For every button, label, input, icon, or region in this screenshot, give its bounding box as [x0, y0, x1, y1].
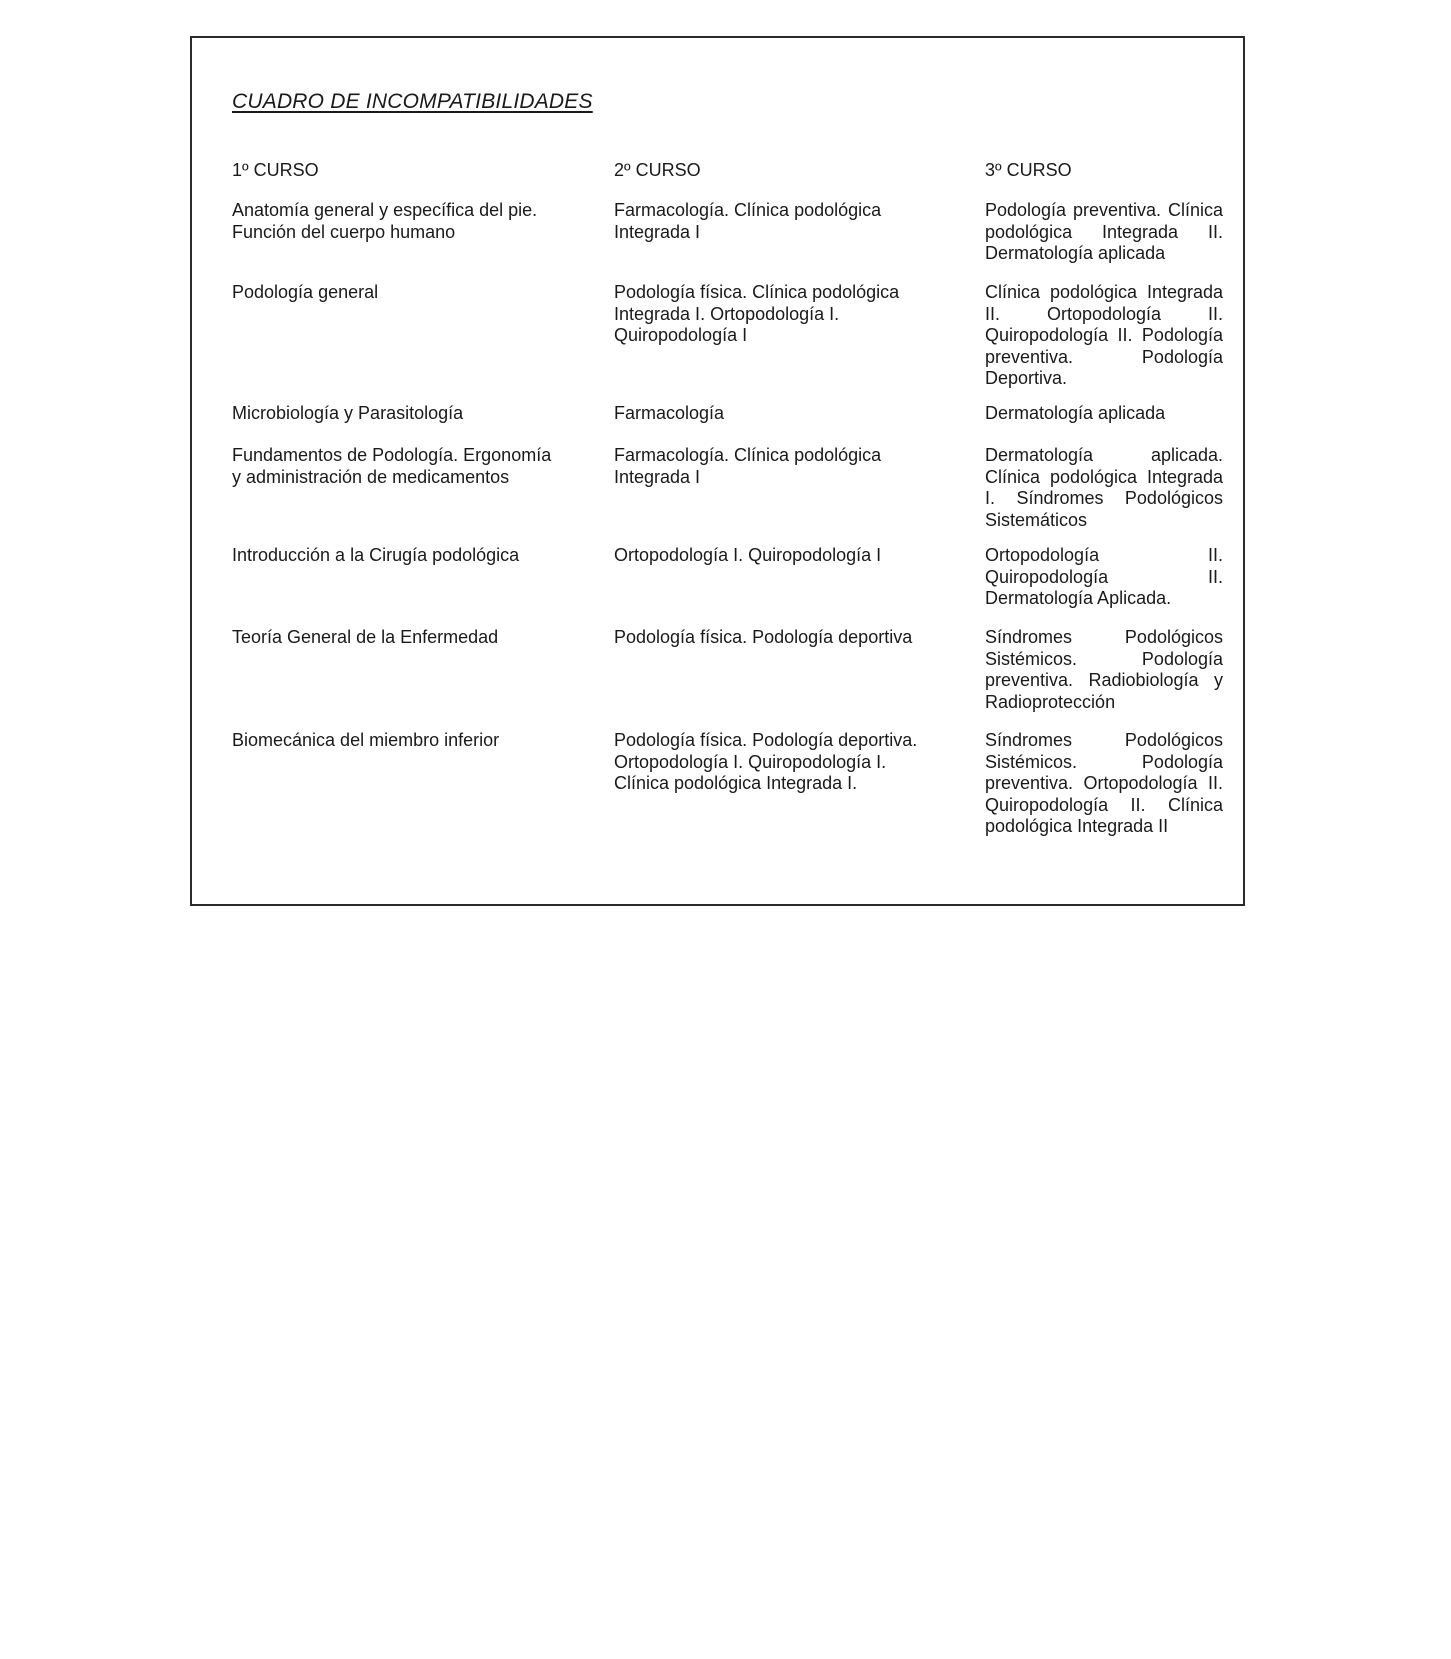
- incompatibility-cell: Clínica podológica Integrada II. Ortopodología II. Quiropodología II. Podología preventiva. Podología Deportiva.: [985, 282, 1223, 388]
- incompatibility-cell: Síndromes Podológicos Sistémicos. Podología preventiva. Radiobiología y Radioprotección: [985, 627, 1223, 712]
- incompatibility-cell: Podología física. Podología deportiva: [614, 627, 913, 647]
- incompatibility-cell: Dermatología aplicada. Clínica podológica Integrada I. Síndromes Podológicos Sistemáticos: [985, 445, 1223, 530]
- subject-cell: Biomecánica del miembro inferior: [232, 730, 500, 750]
- incompatibility-cell: Síndromes Podológicos Sistémicos. Podología preventiva. Ortopodología II. Quiropodología II. Clínica podológica Integrada II: [985, 730, 1223, 836]
- incompatibility-cell: Ortopodología II. Quiropodología II. Dermatología Aplicada.: [985, 545, 1223, 608]
- subject-cell: Microbiología y Parasitología: [232, 403, 464, 423]
- subject-cell: Podología general: [232, 282, 379, 302]
- incompatibility-cell: Farmacología: [614, 403, 725, 423]
- column-header: 2º CURSO: [614, 160, 701, 180]
- column-header: 1º CURSO: [232, 160, 319, 180]
- column-header: 3º CURSO: [985, 160, 1072, 180]
- subject-cell: Fundamentos de Podología. Ergonomía y administración de medicamentos: [232, 445, 552, 487]
- incompatibility-cell: Podología preventiva. Clínica podológica Integrada II. Dermatología aplicada: [985, 200, 1223, 263]
- incompatibility-cell: Farmacología. Clínica podológica Integrada I: [614, 200, 882, 242]
- column-3-curso: [985, 160, 1223, 836]
- incompatibility-cell: Podología física. Podología deportiva. Ortopodología I. Quiropodología I. Clínica podológica Integrada I.: [614, 730, 918, 793]
- incompatibility-cell: Ortopodología I. Quiropodología I: [614, 545, 882, 565]
- column-2-curso: [614, 160, 944, 793]
- subject-cell: Introducción a la Cirugía podológica: [232, 545, 520, 565]
- incompatibility-cell: Farmacología. Clínica podológica Integrada I: [614, 445, 882, 487]
- incompatibility-cell: Dermatología aplicada: [985, 403, 1166, 423]
- column-1-curso: [232, 160, 562, 750]
- subject-cell: Anatomía general y específica del pie. Función del cuerpo humano: [232, 200, 538, 242]
- incompatibility-cell: Podología física. Clínica podológica Integrada I. Ortopodología I. Quiropodología I: [614, 282, 900, 345]
- page-title: CUADRO DE INCOMPATIBILIDADES: [232, 90, 593, 113]
- subject-cell: Teoría General de la Enfermedad: [232, 627, 499, 647]
